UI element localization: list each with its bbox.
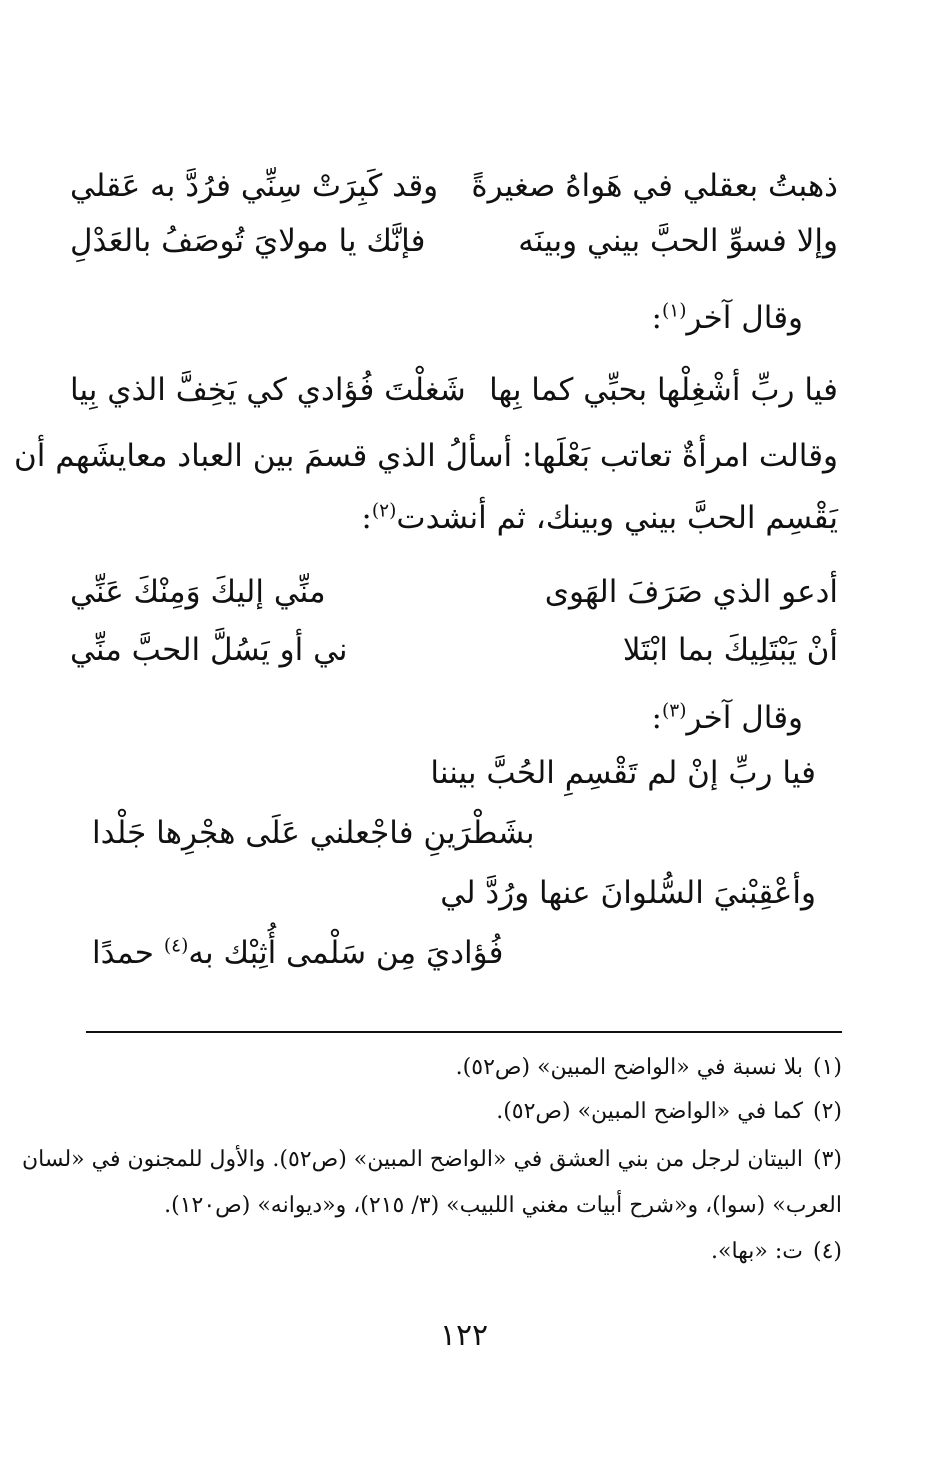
poem-line: بشَطْرَينِ فاجْعلني عَلَى هجْرِها جَلْدا: [92, 815, 535, 851]
verse-second-hemistich: منِّي إليكَ وَمِنْكَ عَنِّي: [70, 574, 326, 610]
verse-second-hemistich: فإنَّك يا مولايَ تُوصَفُ بالعَدْلِ: [70, 223, 426, 259]
page-number: ١٢٢: [439, 1318, 489, 1353]
verse-line: [70, 156, 838, 216]
footnote-number: (٢): [812, 1099, 842, 1124]
footnote-ref: (٤): [163, 935, 189, 957]
prose-line: وقالت امرأةٌ تعاتب بَعْلَها: أسألُ الذي قسمَ بين العباد معايشَهم أن: [14, 438, 838, 474]
footnote-text: كما في «الواضح المبين» (ص٥٢).: [496, 1099, 803, 1124]
verse-second-hemistich: ني أو يَسُلَّ الحبَّ منِّي: [70, 632, 348, 668]
intro-colon: :: [651, 300, 662, 336]
verse-second-hemistich: وقد كَبِرَتْ سِنِّي فرُدَّ به عَقلي: [70, 168, 439, 204]
footnote-number: (٤): [812, 1239, 842, 1264]
poem-line: فيا ربِّ إنْ لم تَقْسِمِ الحُبَّ بيننا: [430, 755, 816, 791]
poem-line: [92, 935, 503, 971]
poem-text: حمدًا: [92, 935, 154, 971]
prose-colon: :: [361, 500, 372, 536]
footnote-text: ت: «بها».: [710, 1239, 803, 1264]
poem-text: فُؤاديَ مِن سَلْمى أُثِبْك به: [188, 935, 504, 971]
poet-intro: [70, 300, 803, 336]
verse-first-hemistich: أنْ يَبْتَلِيكَ بما ابْتَلا: [622, 632, 838, 668]
verse-first-hemistich: أدعو الذي صَرَفَ الهَوى: [544, 574, 838, 610]
footnote: [21, 1138, 842, 1182]
verse-second-hemistich: شَغلْتَ فُؤادي كي يَخِفَّ الذي بِيا: [70, 372, 466, 408]
intro-colon: :: [651, 700, 662, 736]
footnote-number: (١): [812, 1055, 842, 1080]
verse-first-hemistich: ذهبتُ بعقلي في هَواهُ صغيرةً: [471, 168, 838, 204]
footnote-continuation: [70, 1184, 842, 1228]
intro-text: وقال آخر: [686, 700, 803, 736]
footnote: [70, 1230, 842, 1274]
verse-first-hemistich: فيا ربِّ أشْغِلْها بحبِّي كما بِها: [489, 372, 838, 408]
footnote-ref: (٢): [371, 500, 397, 522]
footnote-text: البيتان لرجل من بني العشق في «الواضح المبين» (ص٥٢). والأول للمجنون في «لسان: [21, 1147, 803, 1172]
poet-intro: [70, 700, 803, 736]
footnote-text: بلا نسبة في «الواضح المبين» (ص٥٢).: [455, 1055, 803, 1080]
poem-line: وأعْقِبْنيَ السُّلوانَ عنها ورُدَّ لي: [440, 875, 816, 911]
verse-line: [70, 562, 838, 622]
prose-text: يَقْسِم الحبَّ بيني وبينك، ثم أنشدت: [396, 500, 838, 536]
verse-line: [70, 211, 838, 271]
footnote-ref: (١): [661, 300, 687, 322]
footnote-ref: (٣): [661, 700, 687, 722]
footnote-text: العرب» (سوا)، و«شرح أبيات مغني اللبيب» (٣/ ٢١٥)، و«ديوانه» (ص١٢٠).: [164, 1193, 842, 1218]
footnote-divider: [86, 1031, 842, 1033]
verse-line: [70, 620, 838, 680]
footnote: [70, 1046, 842, 1090]
footnote: [70, 1090, 842, 1134]
footnote-number: (٣): [812, 1147, 842, 1172]
prose-line: [70, 500, 838, 536]
verse-line: [70, 360, 838, 420]
verse-first-hemistich: وإلا فسوِّ الحبَّ بيني وبينَه: [518, 223, 838, 259]
intro-text: وقال آخر: [686, 300, 803, 336]
